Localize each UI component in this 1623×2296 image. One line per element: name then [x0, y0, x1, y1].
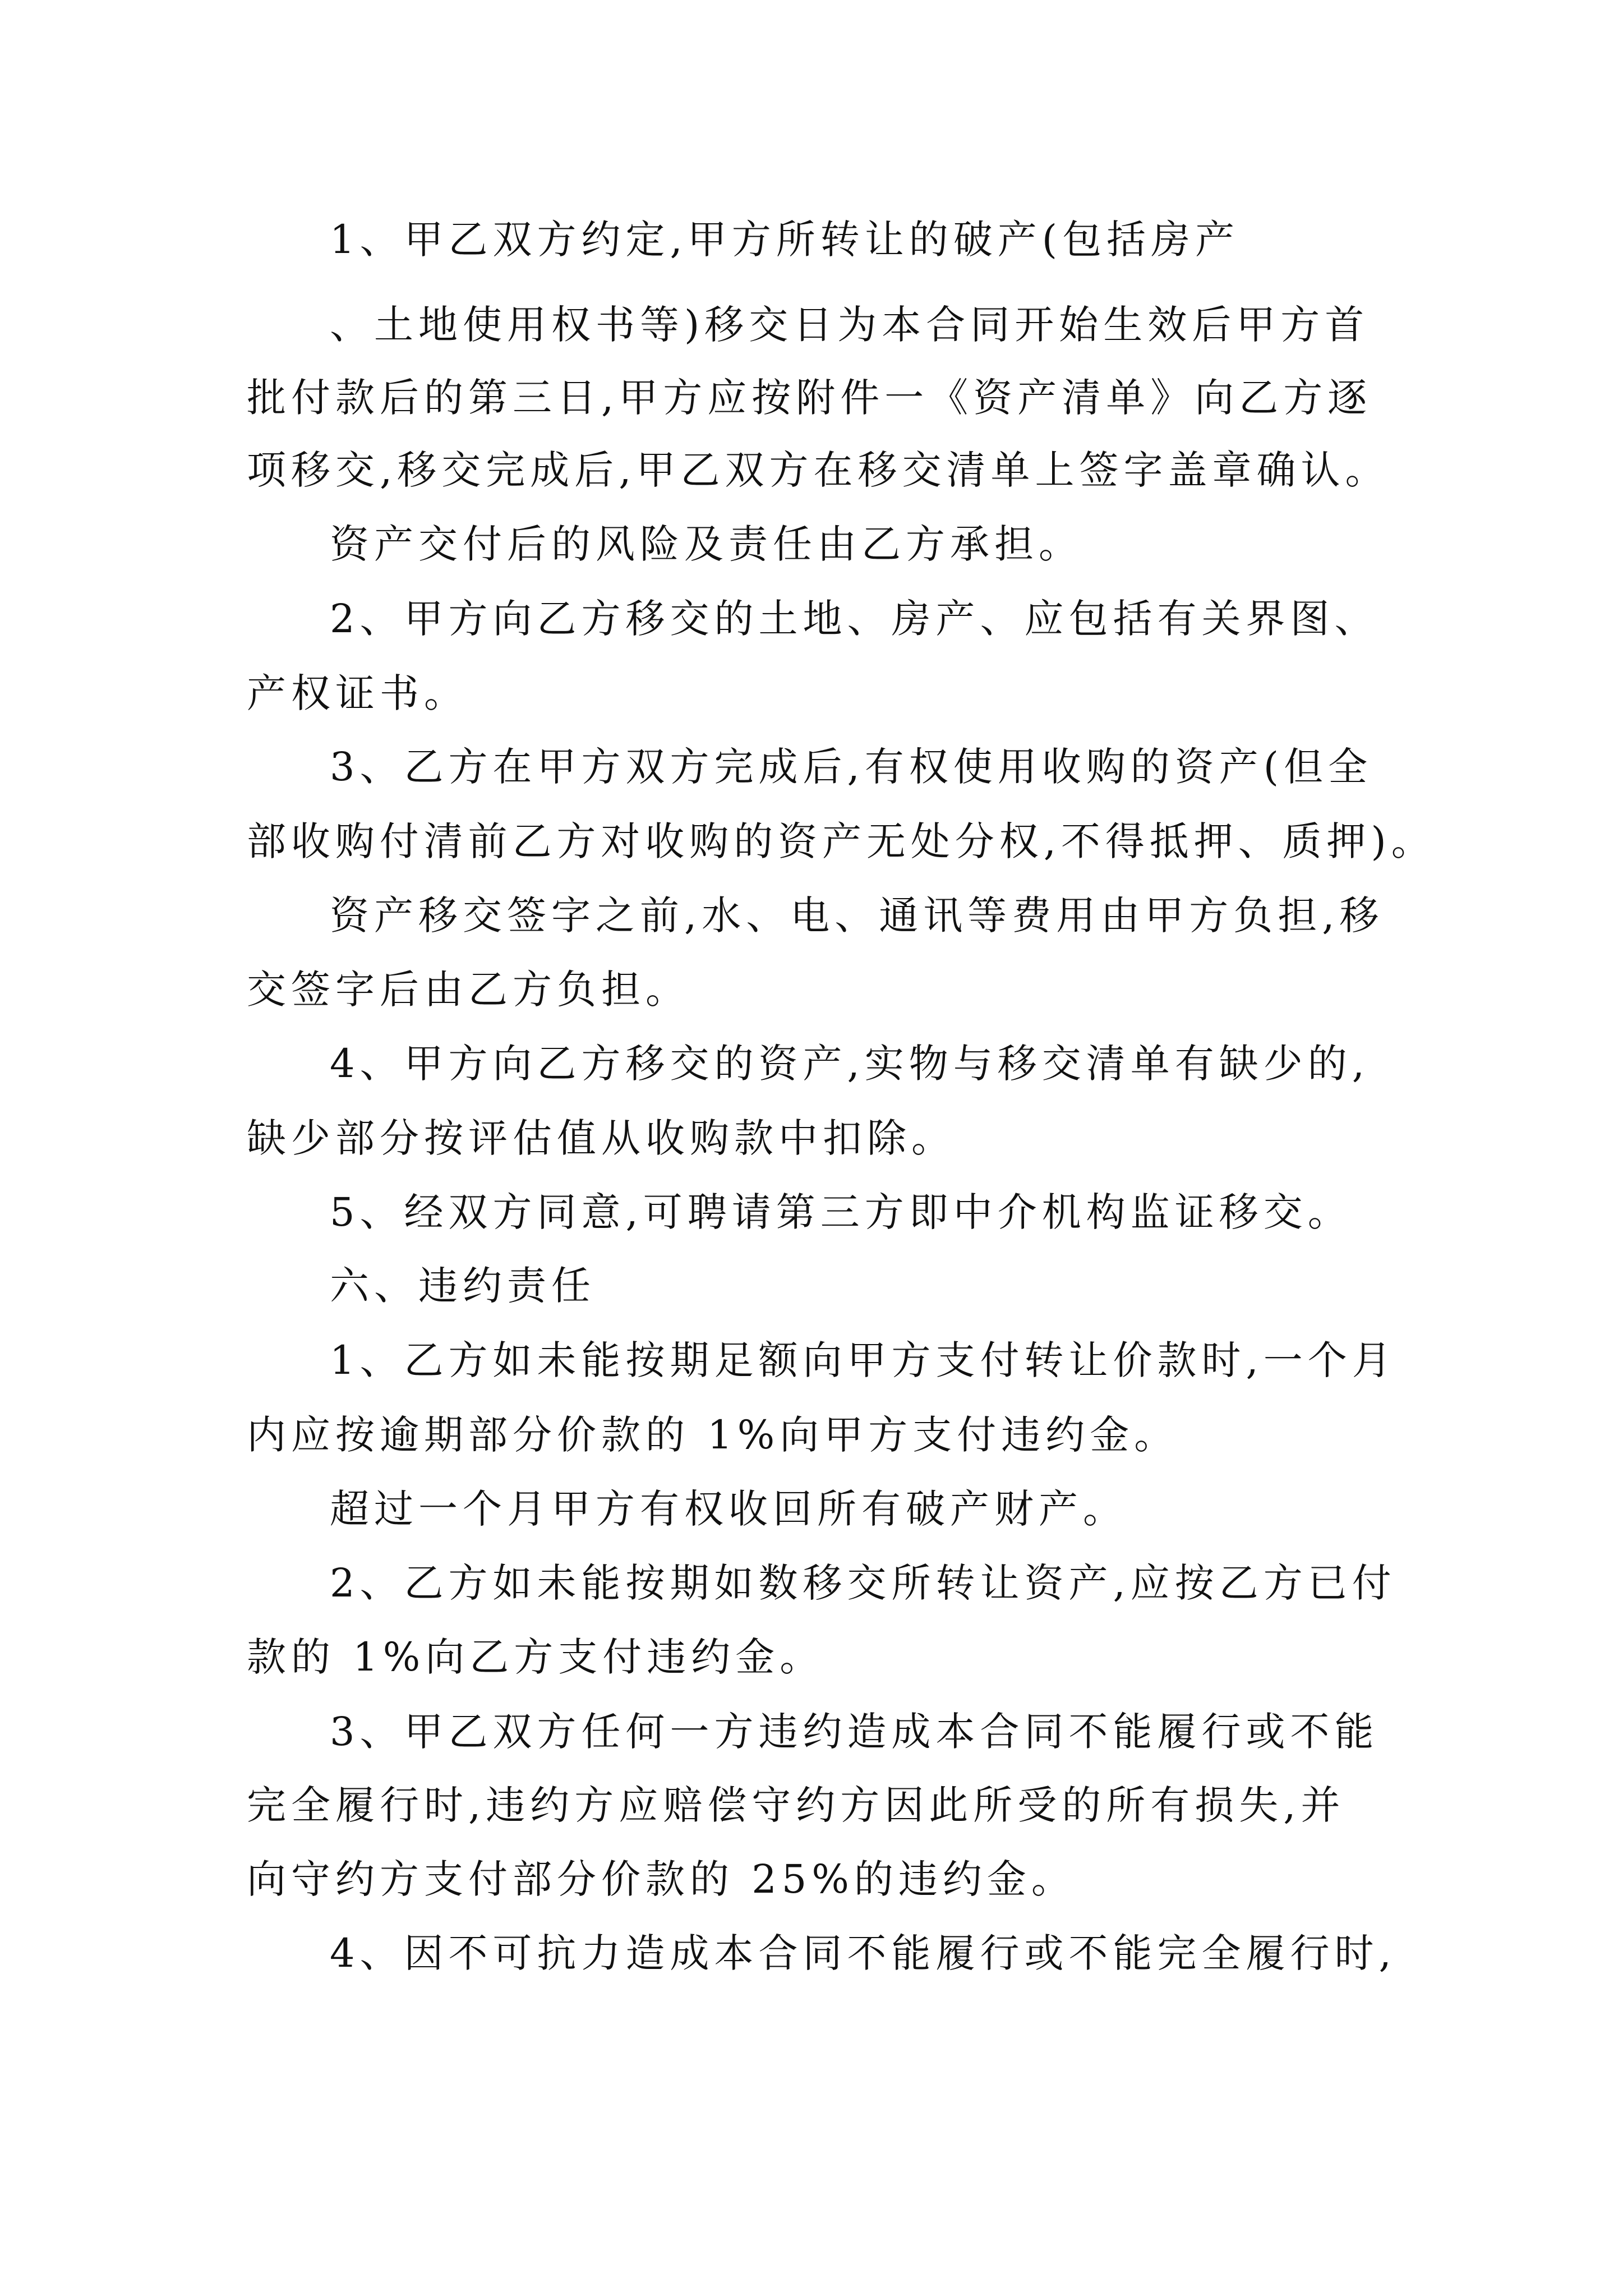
paragraph-line: 产权证书。 — [247, 670, 468, 716]
paragraph-line: 1、乙方如未能按期足额向甲方支付转让价款时,一个月 — [330, 1337, 1396, 1383]
paragraph-line: 4、因不可抗力造成本合同不能履行或不能完全履行时, — [330, 1930, 1396, 1976]
paragraph-line: 内应按逾期部分价款的 1%向甲方支付违约金。 — [247, 1412, 1179, 1458]
paragraph-line: 1、甲乙双方约定,甲方所转让的破产(包括房产 — [330, 217, 1240, 263]
paragraph-line: 款的 1%向乙方支付违约金。 — [247, 1634, 824, 1680]
paragraph-line: 资产交付后的风险及责任由乙方承担。 — [330, 521, 1083, 567]
paragraph-line: 2、甲方向乙方移交的土地、房产、应包括有关界图、 — [330, 596, 1379, 642]
paragraph-line: 向守约方支付部分价款的 25%的违约金。 — [247, 1856, 1076, 1902]
paragraph-line: 2、乙方如未能按期如数移交所转让资产,应按乙方已付 — [330, 1560, 1396, 1606]
paragraph-line: 、土地使用权书等)移交日为本合同开始生效后甲方首 — [330, 302, 1370, 348]
paragraph-line: 资产移交签字之前,水、电、通讯等费用由甲方负担,移 — [330, 892, 1384, 938]
paragraph-line: 批付款后的第三日,甲方应按附件一《资产清单》向乙方逐 — [247, 375, 1372, 421]
paragraph-line: 5、经双方同意,可聘请第三方即中介机构监证移交。 — [330, 1189, 1352, 1235]
paragraph-line: 项移交,移交完成后,甲乙双方在移交清单上签字盖章确认。 — [247, 447, 1390, 493]
paragraph-line: 完全履行时,违约方应赔偿守约方因此所受的所有损失,并 — [247, 1782, 1345, 1828]
paragraph-line: 3、甲乙双方任何一方违约造成本合同不能履行或不能 — [330, 1709, 1379, 1755]
paragraph-line: 交签字后由乙方负担。 — [247, 967, 690, 1013]
paragraph-line: 4、甲方向乙方移交的资产,实物与移交清单有缺少的, — [330, 1041, 1370, 1087]
paragraph-line: 部收购付清前乙方对收购的资产无处分权,不得抵押、质押)。 — [247, 818, 1436, 864]
paragraph-line: 超过一个月甲方有权收回所有破产财产。 — [330, 1486, 1127, 1532]
paragraph-line: 3、乙方在甲方双方完成后,有权使用收购的资产(但全 — [330, 744, 1373, 790]
paragraph-line: 缺少部分按评估值从收购款中扣除。 — [247, 1115, 956, 1161]
section-heading: 六、违约责任 — [330, 1263, 596, 1309]
